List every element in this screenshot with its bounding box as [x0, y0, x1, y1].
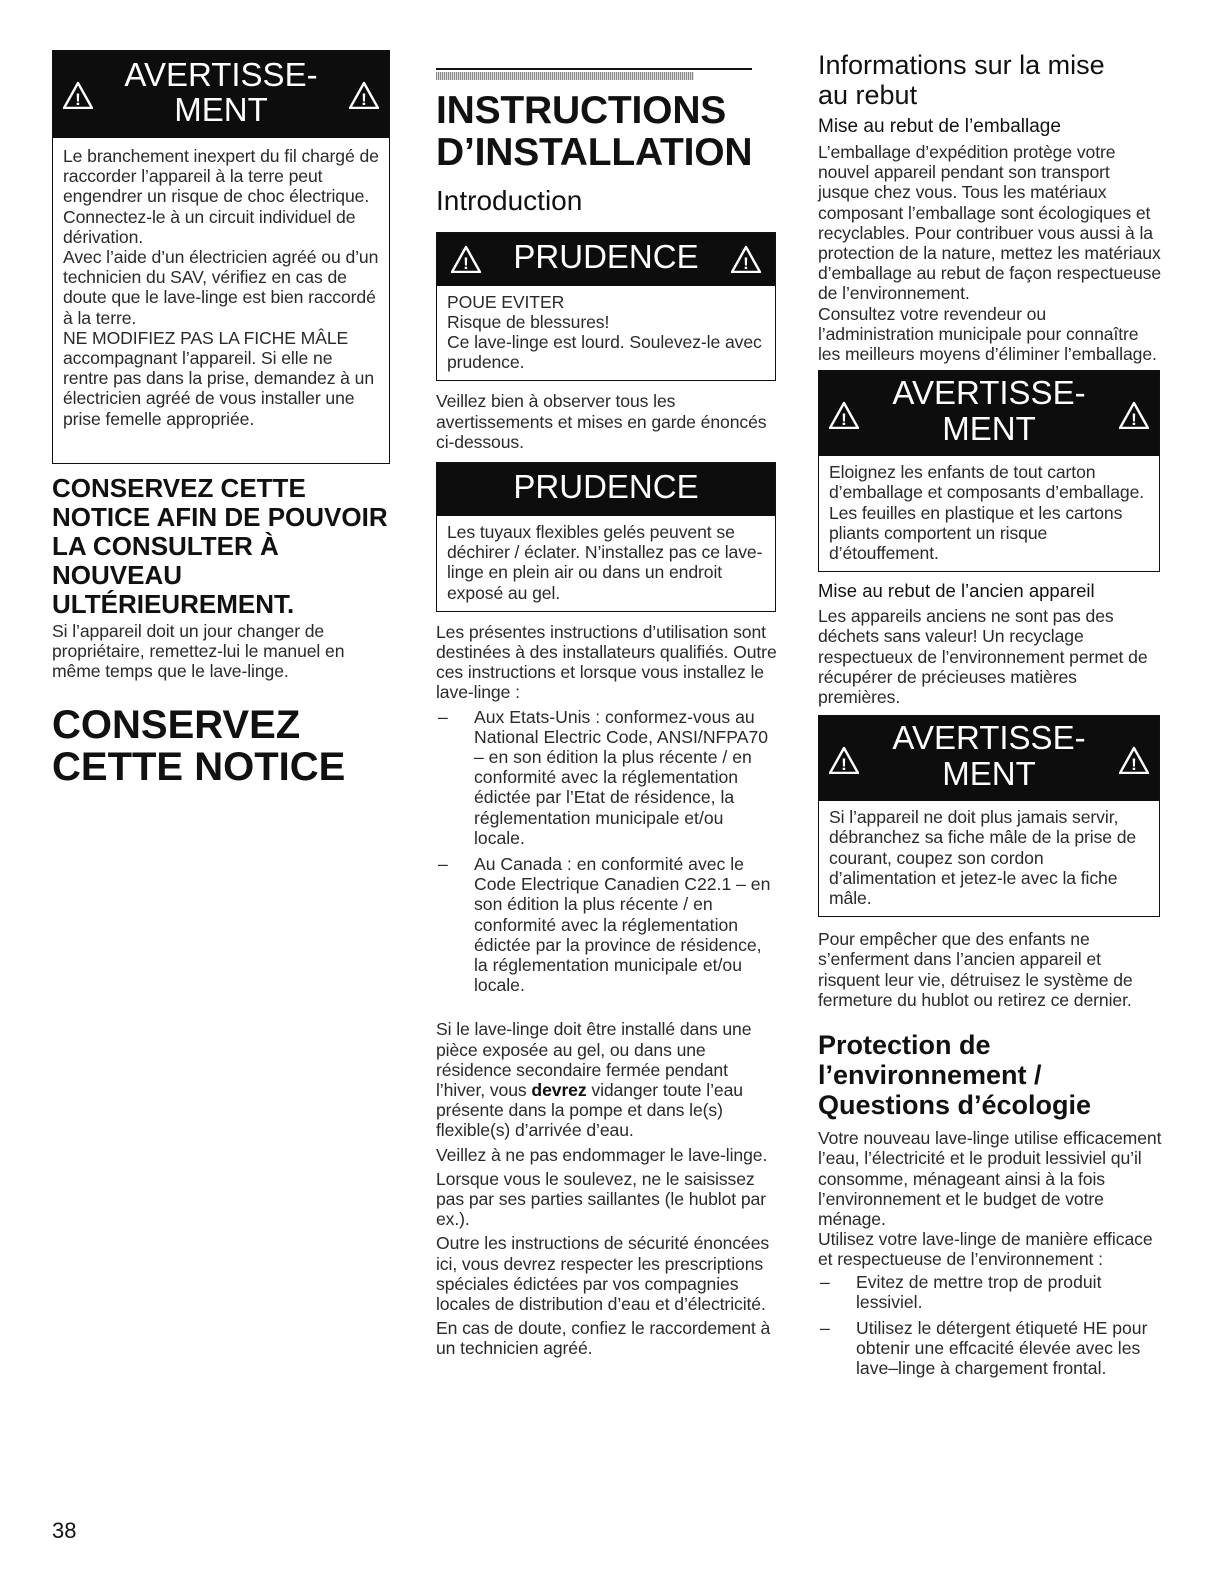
environment-paragraph: Utilisez votre lave-linge de manière efficace et respectueuse de l’environnement :	[818, 1229, 1153, 1270]
packaging-paragraph: Consultez votre revendeur ou l’administration municipale pour connaître les meilleurs moyens d’éliminer l’emballage.	[818, 303, 1157, 365]
frost-text-end: vidanger toute l’eau présente dans la pompe et dans le(s) flexible(s) d’arrivée d’eau.	[436, 1080, 743, 1141]
paragraph: Outre les instructions de sécurité énoncées ici, vous devrez respecter les prescriptions spéciales édictées par vos compagnies locales de distribution d’eau et d’électricité.	[436, 1233, 770, 1315]
warning-box-electrical	[52, 50, 390, 464]
warning-paragraph: Avec l’aide d’un électricien agréé ou d’un technicien du SAV, vérifiez en cas de doute que le lave-linge est bien raccordé à la terre.	[63, 247, 379, 328]
warning-paragraph: Le branchement inexpert du fil chargé de raccorder l’appareil à la terre peut engendrer un risque de choc électrique.	[63, 146, 379, 207]
packaging-paragraph: L’emballage d’expédition protège votre nouvel appareil pendant son transport jusque chez vous. Tous les matériaux composant l’emballage sont écologiques et recyclables. Pour contribuer vous aussi à la protection de la nature, mettez les matériaux d’emballage au rebut de façon respectueuse de l’environnement.	[818, 142, 1162, 304]
caution-heading: PRUDENCE	[513, 237, 699, 275]
environment-paragraph: Votre nouveau lave-linge utilise efficacement l’eau, l’électricité et le produit lessiviel qu’il consomme, ménageant ainsi à la fois l’environnement et le budget de votre ménage.	[818, 1128, 1162, 1229]
caution-body	[437, 286, 775, 381]
warning-heading: AVERTISSE- MENT	[124, 56, 318, 128]
top-rule-pattern	[436, 72, 694, 80]
paragraph: Lorsque vous le soulevez, ne le saisissez pas par ses parties saillantes (le hublot par ex.).	[436, 1168, 766, 1230]
caution-heading: PRUDENCE	[513, 467, 699, 505]
frost-text-bold: devrez	[531, 1080, 587, 1100]
caution-box-heavy	[436, 232, 776, 382]
warning-triangle-icon	[349, 81, 379, 109]
list-item: – Aux Etats-Unis : conformez-vous au National Electric Code, ANSI/NFPA70 – en son édition la plus récente / en conformité avec la réglementation édictée par l’Etat de résidence, la réglementation municipale et/ou locale.	[436, 707, 778, 848]
list-item: – Evitez de mettre trop de produit lessiviel.	[818, 1272, 1163, 1312]
keep-notice-heading: CONSERVEZ CETTE NOTICE AFIN DE POUVOIR LA CONSULTER À NOUVEAU ULTÉRIEUREMENT.	[52, 473, 388, 619]
frost-text-start: Si le lave-linge doit être installé dans une pièce exposée au gel, ou dans une résidence secondaire fermée pendant l’hiver, vous	[436, 1019, 752, 1100]
old-appliance-text: Les appareils anciens ne sont pas des déchets sans valeur! Un recyclage respectueux de l’environnement permet de récupérer de précieuses matières premières.	[818, 606, 1148, 708]
keep-notice-title: CONSERVEZ CETTE NOTICE	[52, 702, 346, 789]
caution-header	[437, 233, 775, 286]
intro-text: Veillez bien à observer tous les avertissements et mises en garde énoncés ci-dessous.	[436, 391, 767, 452]
page-number: 38	[52, 1518, 77, 1543]
children-safety-text: Pour empêcher que des enfants ne s’enferment dans l’ancien appareil et risquent leur vie, détruisez le système de fermeture du hublot ou retirez ce dernier.	[818, 929, 1133, 1010]
warning-paragraph: Eloignez les enfants de tout carton d’emballage et composants d’emballage. Les feuilles en plastique et les cartons pliants comportent un risque d’étouffement.	[829, 462, 1145, 564]
warning-triangle-icon	[829, 401, 859, 429]
caution-paragraph: POUE EVITER	[447, 291, 565, 312]
warning-triangle-icon	[829, 746, 859, 774]
caution-box-frost	[436, 462, 776, 612]
caution-paragraph: Risque de blessures!	[447, 311, 610, 332]
warning-heading: AVERTISSE- MENT	[892, 719, 1086, 793]
warning-heading: AVERTISSE- MENT	[892, 374, 1086, 448]
environment-list	[818, 1272, 1163, 1379]
regulations-list	[436, 707, 778, 996]
caution-body	[437, 516, 775, 611]
warning-header	[819, 371, 1159, 456]
warning-paragraph: Si l’appareil ne doit plus jamais servir, débranchez sa fiche mâle de la prise de courant, coupez son cordon d’alimentation et jetez-le avec la fiche mâle.	[829, 807, 1137, 909]
middle-column	[436, 0, 778, 1359]
paragraph: Veillez à ne pas endommager le lave-linge.	[436, 1144, 768, 1165]
warning-paragraph: NE MODIFIEZ PAS LA FICHE MÂLE accompagnant l’appareil. Si elle ne rentre pas dans la prise, demandez à un électricien agréé de vous installer une prise femelle appropriée.	[63, 327, 375, 429]
warning-triangle-icon	[1119, 746, 1149, 774]
warning-triangle-icon	[1119, 401, 1149, 429]
caution-paragraph: Ce lave-linge est lourd. Soulevez-le avec prudence.	[447, 331, 762, 373]
warning-triangle-icon	[731, 245, 761, 273]
list-item: – Au Canada : en conformité avec le Code Electrique Canadien C22.1 – en son édition la plus récente / en conformité avec la réglementation édictée par la province de résidence, la réglementation municipale et/ou locale.	[436, 854, 778, 995]
packaging-heading: Mise au rebut de l’emballage	[818, 116, 1061, 137]
warning-triangle-icon	[451, 245, 481, 273]
warning-box-old-appliance	[818, 715, 1160, 917]
warning-body	[53, 138, 389, 437]
installers-text: Les présentes instructions d’utilisation sont destinées à des installateurs qualifiés. Outre ces instructions et lorsque vous installez le lave-linge :	[436, 621, 777, 703]
disposal-heading: Informations sur la mise au rebut	[818, 50, 1105, 110]
right-column	[818, 0, 1163, 1385]
warning-box-packaging	[818, 370, 1160, 572]
warning-body	[819, 456, 1159, 571]
warning-body	[819, 801, 1159, 916]
left-column	[52, 0, 392, 788]
caution-paragraph: Les tuyaux flexibles gelés peuvent se déchirer / éclater. N’installez pas ce lave-linge en plein air ou dans un endroit exposé au gel.	[447, 521, 763, 603]
list-item: – Utilisez le détergent étiqueté HE pour obtenir une effcacité élevée avec les lave–linge à chargement frontal.	[818, 1318, 1163, 1379]
introduction-heading: Introduction	[436, 184, 583, 216]
environment-heading: Protection de l’environnement / Questions d’écologie	[818, 1030, 1092, 1121]
paragraph: En cas de doute, confiez le raccordement à un technicien agréé.	[436, 1318, 771, 1359]
top-rule	[436, 68, 752, 70]
warning-paragraph: Connectez-le à un circuit individuel de dérivation.	[63, 206, 356, 247]
old-appliance-heading: Mise au rebut de l’ancien appareil	[818, 580, 1095, 602]
warning-header	[53, 51, 389, 138]
warning-triangle-icon	[63, 81, 93, 109]
installation-title: INSTRUCTIONS D’INSTALLATION	[436, 88, 753, 174]
keep-notice-text: Si l’appareil doit un jour changer de propriétaire, remettez-lui le manuel en même temps que le lave-linge.	[52, 621, 345, 682]
frost-paragraph	[436, 1019, 778, 1140]
warning-header	[819, 716, 1159, 801]
caution-header	[437, 463, 775, 516]
